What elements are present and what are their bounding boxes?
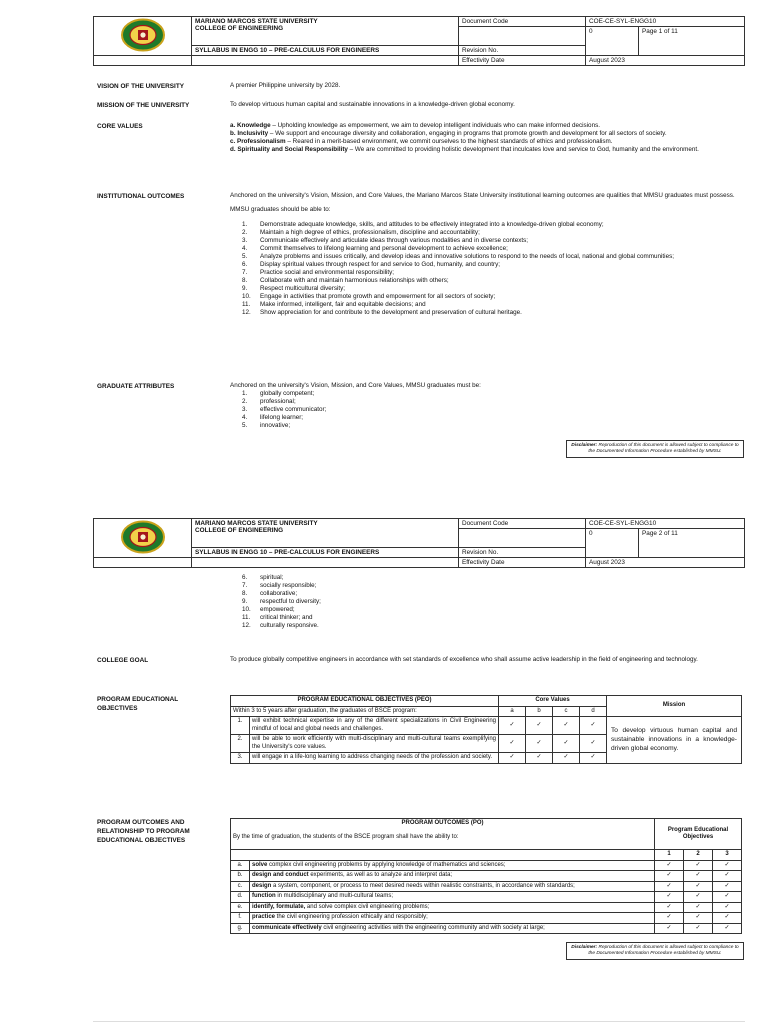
check-mark: ✓ [499, 735, 526, 753]
core-value-text: – We are committed to providing holistic development that inculcates love and service to God, humanity and the environment. [347, 146, 699, 153]
disclaimer-text: Reproduction of this document is allowed subject to compliance to the Documented Information Procedure established by MMSU. [588, 945, 739, 957]
disclaimer-box [566, 440, 744, 458]
po-text [250, 871, 655, 882]
list-number: 3. [242, 237, 248, 244]
vision-text: A premier Philippine university by 2028. [230, 82, 341, 89]
list-number: 6. [242, 261, 248, 268]
blank-cell [192, 56, 459, 66]
core-value-text: – Upholding knowledge as empowerment, we aim to develop intelligent individuals who can make informed decisions. [270, 122, 600, 129]
po-description: complex civil engineering problems by applying knowledge of mathematics and sciences; [267, 861, 506, 868]
list-item [230, 614, 742, 622]
list-number: 4. [242, 414, 248, 421]
check-mark: ✓ [684, 923, 713, 934]
po-verb: practice [252, 914, 276, 920]
po-text [250, 860, 655, 871]
list-item [230, 574, 742, 582]
check-mark: ✓ [580, 753, 607, 764]
list-text: Engage in activities that promote growth and empowerment for all sectors of society; [260, 293, 496, 300]
core-values-header: Core Values [499, 696, 607, 707]
list-text: spiritual; [260, 574, 284, 581]
peo-number: 2. [231, 735, 250, 753]
list-item [230, 261, 742, 269]
check-mark: ✓ [580, 717, 607, 735]
graduate-attributes-label: GRADUATE ATTRIBUTES [97, 383, 175, 390]
check-mark: ✓ [655, 923, 684, 934]
seal-icon [118, 18, 168, 52]
university-name: MARIANO MARCOS STATE UNIVERSITY [195, 18, 318, 25]
peo-table [230, 695, 742, 764]
po-verb: design and conduct [252, 872, 309, 878]
list-item [230, 422, 742, 430]
core-value-head: b. Inclusivity [230, 130, 269, 137]
header-title-cell [192, 519, 459, 548]
check-mark: ✓ [553, 753, 580, 764]
po-description: experiments, as well as to analyze and interpret data; [308, 872, 453, 878]
po-row [231, 892, 742, 903]
list-text: effective communicator; [260, 406, 327, 413]
effectivity-value: August 2023 [586, 56, 745, 66]
list-text: innovative; [260, 422, 291, 429]
check-mark: ✓ [553, 735, 580, 753]
institutional-outcomes-label: INSTITUTIONAL OUTCOMES [97, 193, 185, 200]
peo-text: will engage in a life-long learning to address changing needs of the profession and society. [250, 753, 499, 764]
check-mark: ✓ [713, 902, 742, 913]
check-mark: ✓ [655, 902, 684, 913]
check-mark: ✓ [684, 902, 713, 913]
check-mark: ✓ [655, 860, 684, 871]
po-description: the civil engineering profession ethically and responsibly; [275, 914, 428, 920]
mission-text: To develop virtuous human capital and sustainable innovations in a knowledge-driven global economy. [230, 101, 515, 108]
list-number: 4. [242, 245, 248, 252]
list-item [230, 253, 742, 261]
peo-label: PROGRAM EDUCATIONAL OBJECTIVES [97, 696, 179, 712]
list-item [230, 229, 742, 237]
page-number: Page 1 of 11 [639, 27, 745, 56]
doc-code-label: Document Code [459, 519, 586, 529]
core-values-list [230, 122, 742, 154]
vision-label: VISION OF THE UNIVERSITY [97, 83, 184, 90]
peo-header: Program Educational Objectives [655, 819, 742, 850]
po-text [250, 923, 655, 934]
check-mark: ✓ [713, 871, 742, 882]
disclaimer-box [566, 942, 744, 960]
list-item [230, 622, 742, 630]
list-number: 6. [242, 574, 248, 581]
core-value-item [230, 138, 742, 146]
peo-number: 3. [231, 753, 250, 764]
po-text [250, 913, 655, 924]
list-text: critical thinker; and [260, 614, 313, 621]
list-text: socially responsible; [260, 582, 317, 589]
po-description: civil engineering activities with the engineering community and with society at large; [321, 924, 545, 931]
po-text [250, 892, 655, 903]
college-goal-label: COLLEGE GOAL [97, 657, 149, 664]
list-item [230, 598, 742, 606]
doc-code-value: COE-CE-SYL-ENGG10 [586, 17, 745, 27]
list-number: 2. [242, 229, 248, 236]
institutional-outcomes-text [230, 192, 742, 317]
peo-text: will be able to work efficiently with multi-disciplinary and multi-cultural teams exemplifying the University's core values. [250, 735, 499, 753]
revision-label-cell [459, 46, 586, 56]
peo-col-3: 3 [713, 850, 742, 861]
doc-code-label: Document Code [459, 17, 586, 27]
syllabus-page-2 [0, 512, 768, 1020]
core-value-head: c. Professionalism [230, 138, 286, 145]
list-text: collaborative; [260, 590, 298, 597]
po-row [231, 881, 742, 892]
list-item [230, 237, 742, 245]
seal-icon [118, 520, 168, 554]
document-header [93, 16, 745, 66]
institutional-outcomes-lead: MMSU graduates should be able to: [230, 206, 331, 213]
list-text: Commit themselves to lifelong learning and personal development to achieve excellence; [260, 245, 508, 252]
graduate-attributes-continued [230, 574, 742, 630]
header-title-cell [192, 17, 459, 46]
list-text: Communicate effectively and articulate ideas through various modalities and in diverse contexts; [260, 237, 528, 244]
disclaimer-text: Reproduction of this document is allowed subject to compliance to the Documented Information Procedure established by MMSU. [588, 443, 739, 455]
list-number: 12. [242, 622, 251, 629]
po-verb: communicate effectively [252, 924, 322, 931]
check-mark: ✓ [499, 717, 526, 735]
core-value-col-b: b [526, 706, 553, 717]
check-mark: ✓ [713, 860, 742, 871]
revision-label: Revision No. [462, 47, 499, 54]
mission-label: MISSION OF THE UNIVERSITY [97, 102, 190, 109]
list-item [230, 582, 742, 590]
graduate-attributes-list-continued [230, 574, 742, 630]
check-mark: ✓ [684, 892, 713, 903]
check-mark: ✓ [655, 871, 684, 882]
peo-table-title: PROGRAM EDUCATIONAL OBJECTIVES (PEO) [231, 696, 499, 707]
core-value-item [230, 122, 742, 130]
doc-code-value: COE-CE-SYL-ENGG10 [586, 519, 745, 529]
mission-cell: To develop virtuous human capital and sustainable innovations in a knowledge-driven global economy. [607, 717, 742, 764]
university-seal [94, 17, 192, 56]
list-number: 8. [242, 277, 248, 284]
list-text: Practice social and environmental responsibility; [260, 269, 395, 276]
document-header [93, 518, 745, 568]
po-letter: c. [231, 881, 250, 892]
list-text: respectful to diversity; [260, 598, 321, 605]
po-letter: a. [231, 860, 250, 871]
check-mark: ✓ [684, 860, 713, 871]
po-row [231, 871, 742, 882]
list-item [230, 301, 742, 309]
list-text: empowered; [260, 606, 295, 613]
list-number: 5. [242, 253, 248, 260]
list-number: 1. [242, 390, 248, 397]
check-mark: ✓ [499, 753, 526, 764]
list-number: 9. [242, 598, 248, 605]
effectivity-label: Effectivity Date [459, 558, 586, 568]
list-number: 10. [242, 606, 251, 613]
list-number: 10. [242, 293, 251, 300]
graduate-attributes-intro: Anchored on the university's Vision, Mission, and Core Values, MMSU graduates must be: [230, 382, 481, 389]
check-mark: ✓ [580, 735, 607, 753]
po-verb: solve [252, 861, 268, 868]
po-row [231, 913, 742, 924]
list-text: Collaborate with and maintain harmonious relationships with others; [260, 277, 449, 284]
po-intro: By the time of graduation, the students of the BSCE program shall have the ability to: [233, 833, 459, 840]
check-mark: ✓ [655, 881, 684, 892]
disclaimer-head: Disclaimer: [571, 945, 598, 950]
list-number: 7. [242, 269, 248, 276]
po-table [230, 818, 742, 934]
list-text: Maintain a high degree of ethics, professionalism, discipline and accountability; [260, 229, 480, 236]
blank-cell [94, 558, 192, 568]
list-item [230, 606, 742, 614]
list-item [230, 277, 742, 285]
check-mark: ✓ [713, 913, 742, 924]
list-item [230, 406, 742, 414]
list-item [230, 414, 742, 422]
po-description: in multidisciplinary and multi-cultural teams; [275, 893, 394, 899]
syllabus-page-1 [0, 0, 768, 500]
list-number: 1. [242, 221, 248, 228]
institutional-outcomes-list [230, 221, 742, 317]
po-row [231, 902, 742, 913]
graduate-attributes-list [230, 390, 742, 430]
list-item [230, 245, 742, 253]
core-value-head: a. Knowledge [230, 122, 271, 129]
core-value-text: – We support and encourage diversity and collaboration, engaging in programs that promote growth and development for all sectors of society. [268, 130, 667, 137]
check-mark: ✓ [713, 923, 742, 934]
list-text: Display spiritual values through respect for and service to God, humanity, and country; [260, 261, 500, 268]
list-item [230, 269, 742, 277]
core-value-item [230, 130, 742, 138]
list-text: culturally responsive. [260, 622, 319, 629]
po-row [231, 860, 742, 871]
check-mark: ✓ [684, 881, 713, 892]
po-table-title: PROGRAM OUTCOMES (PO) [401, 820, 484, 826]
page-number: Page 2 of 11 [639, 529, 745, 558]
po-verb: function [252, 893, 276, 899]
peo-number: 1. [231, 717, 250, 735]
list-number: 3. [242, 406, 248, 413]
check-mark: ✓ [713, 881, 742, 892]
revision-value: 0 [586, 529, 639, 558]
mission-header: Mission [607, 696, 742, 717]
college-goal-text: To produce globally competitive engineers in accordance with set standards of excellence who shall assume active leadership in the field of engineering and technology. [230, 656, 698, 663]
list-item [230, 221, 742, 229]
revision-label: Revision No. [462, 549, 499, 556]
institutional-outcomes-intro: Anchored on the university's Vision, Mission, and Core Values, the Mariano Marcos State University institutional learning outcomes are qualities that MMSU graduates must possess. [230, 192, 735, 199]
peo-col-1: 1 [655, 850, 684, 861]
core-value-item [230, 146, 742, 154]
po-verb: design [252, 882, 272, 889]
po-letter: d. [231, 892, 250, 903]
list-text: professional; [260, 398, 296, 405]
list-text: Respect multicultural diversity; [260, 285, 346, 292]
core-value-col-a: a [499, 706, 526, 717]
check-mark: ✓ [655, 913, 684, 924]
po-verb: identify, formulate, [252, 903, 306, 910]
list-item [230, 390, 742, 398]
po-title-cell [231, 819, 655, 850]
check-mark: ✓ [713, 892, 742, 903]
blank-cell [459, 27, 586, 46]
check-mark: ✓ [655, 892, 684, 903]
list-item [230, 293, 742, 301]
core-value-col-c: c [553, 706, 580, 717]
list-text: Make informed, intelligent, fair and equitable decisions; and [260, 301, 426, 308]
graduate-attributes-text [230, 382, 742, 430]
check-mark: ✓ [684, 871, 713, 882]
po-letter: e. [231, 902, 250, 913]
core-values-label: CORE VALUES [97, 123, 143, 130]
list-text: Show appreciation for and contribute to the development and preservation of cultural heritage. [260, 309, 522, 316]
core-value-col-d: d [580, 706, 607, 717]
list-number: 11. [242, 301, 251, 308]
list-number: 7. [242, 582, 248, 589]
list-text: Demonstrate adequate knowledge, skills, and attitudes to be effectively integrated into a knowledge-driven global economy; [260, 221, 604, 228]
blank-cell [94, 56, 192, 66]
college-name: COLLEGE OF ENGINEERING [195, 25, 284, 32]
peo-col-2: 2 [684, 850, 713, 861]
list-text: Analyze problems and issues critically, and develop ideas and innovative solutions to respond to the needs of local, national and global communities; [260, 253, 674, 260]
list-number: 12. [242, 309, 251, 316]
list-item [230, 309, 742, 317]
revision-value: 0 [586, 27, 639, 56]
university-name: MARIANO MARCOS STATE UNIVERSITY [195, 520, 318, 527]
check-mark: ✓ [684, 913, 713, 924]
po-letter: f. [231, 913, 250, 924]
list-number: 11. [242, 614, 251, 621]
po-letter: b. [231, 871, 250, 882]
blank-cell [192, 558, 459, 568]
syllabus-title: SYLLABUS IN ENGG 10 – PRE-CALCULUS FOR ENGINEERS [192, 46, 459, 56]
po-text [250, 881, 655, 892]
page-3-edge [93, 1021, 745, 1022]
po-description: and solve complex civil engineering problems; [305, 903, 430, 910]
syllabus-title: SYLLABUS IN ENGG 10 – PRE-CALCULUS FOR ENGINEERS [192, 548, 459, 558]
list-item [230, 398, 742, 406]
list-number: 9. [242, 285, 248, 292]
effectivity-value: August 2023 [586, 558, 745, 568]
blank-cell [459, 529, 586, 548]
revision-label-cell [459, 548, 586, 558]
list-item [230, 285, 742, 293]
po-row [231, 923, 742, 934]
list-number: 5. [242, 422, 248, 429]
university-seal [94, 519, 192, 558]
peo-row [231, 717, 742, 735]
check-mark: ✓ [526, 753, 553, 764]
college-name: COLLEGE OF ENGINEERING [195, 527, 284, 534]
peo-intro: Within 3 to 5 years after graduation, the graduates of BSCE program: [231, 706, 499, 717]
list-number: 2. [242, 398, 248, 405]
core-value-head: d. Spirituality and Social Responsibility [230, 146, 348, 153]
list-text: lifelong learner; [260, 414, 304, 421]
po-description: a system, component, or process to meet desired needs within realistic constraints, in accordance with standards; [271, 882, 575, 889]
po-text [250, 902, 655, 913]
list-number: 8. [242, 590, 248, 597]
check-mark: ✓ [553, 717, 580, 735]
list-item [230, 590, 742, 598]
po-letter: g. [231, 923, 250, 934]
effectivity-label: Effectivity Date [459, 56, 586, 66]
check-mark: ✓ [526, 717, 553, 735]
list-text: globally competent; [260, 390, 315, 397]
blank-cell [231, 850, 655, 861]
check-mark: ✓ [526, 735, 553, 753]
core-value-text: – Reared in a merit-based environment, we commit ourselves to the highest standards of ethics and professionalism. [285, 138, 613, 145]
po-label: PROGRAM OUTCOMES AND RELATIONSHIP TO PROGRAM EDUCATIONAL OBJECTIVES [97, 819, 190, 844]
peo-text: will exhibit technical expertise in any of the different specializations in Civil Engineering mindful of local and global needs and challenges. [250, 717, 499, 735]
disclaimer-head: Disclaimer: [571, 443, 598, 448]
